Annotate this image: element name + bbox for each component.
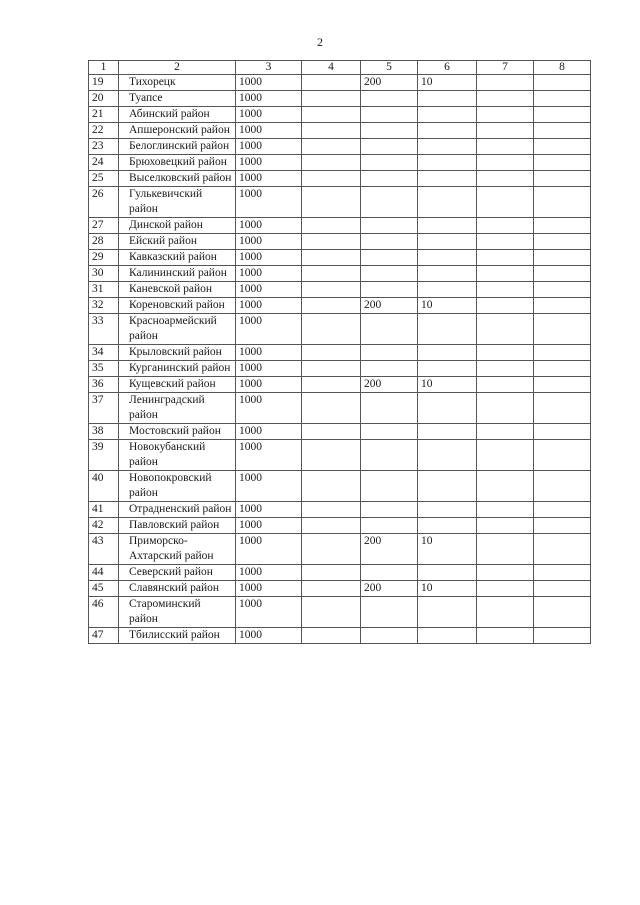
col7-value (477, 218, 534, 234)
row-number: 21 (89, 107, 119, 123)
district-name: Курганинский район (119, 361, 236, 377)
row-number: 44 (89, 565, 119, 581)
col7-value (477, 314, 534, 345)
col3-value: 1000 (236, 171, 302, 187)
col7-value (477, 139, 534, 155)
table-row (89, 75, 591, 91)
col6-value (418, 597, 477, 628)
district-name: Калининский район (119, 266, 236, 282)
col5-value (361, 502, 418, 518)
row-number: 25 (89, 171, 119, 187)
col7-value (477, 234, 534, 250)
column-header: 1 (89, 61, 119, 75)
district-name: Тбилисский район (119, 628, 236, 644)
col8-value (534, 377, 591, 393)
col8-value (534, 345, 591, 361)
col8-value (534, 75, 591, 91)
district-name: Апшеронский район (119, 123, 236, 139)
col3-value: 1000 (236, 518, 302, 534)
row-number: 42 (89, 518, 119, 534)
district-table (88, 60, 591, 644)
column-header: 5 (361, 61, 418, 75)
col6-value (418, 345, 477, 361)
col6-value (418, 91, 477, 107)
col3-value: 1000 (236, 377, 302, 393)
district-name: Кавказский район (119, 250, 236, 266)
col3-value: 1000 (236, 266, 302, 282)
col6-value (418, 107, 477, 123)
col8-value (534, 298, 591, 314)
col6-value (418, 266, 477, 282)
col7-value (477, 107, 534, 123)
col3-value: 1000 (236, 424, 302, 440)
table-row (89, 171, 591, 187)
col4-value (302, 534, 361, 565)
col7-value (477, 171, 534, 187)
col4-value (302, 155, 361, 171)
col3-value: 1000 (236, 393, 302, 424)
col4-value (302, 91, 361, 107)
district-name: Славянский район (119, 581, 236, 597)
col5-value: 200 (361, 534, 418, 565)
row-number: 41 (89, 502, 119, 518)
col6-value: 10 (418, 377, 477, 393)
col7-value (477, 628, 534, 644)
district-name: Новокубанский район (119, 440, 236, 471)
row-number: 24 (89, 155, 119, 171)
col8-value (534, 628, 591, 644)
col6-value: 10 (418, 581, 477, 597)
col7-value (477, 424, 534, 440)
col3-value: 1000 (236, 628, 302, 644)
table-row (89, 424, 591, 440)
col5-value: 200 (361, 298, 418, 314)
col8-value (534, 471, 591, 502)
col3-value: 1000 (236, 75, 302, 91)
row-number: 37 (89, 393, 119, 424)
col6-value: 10 (418, 534, 477, 565)
row-number: 43 (89, 534, 119, 565)
col8-value (534, 187, 591, 218)
col7-value (477, 440, 534, 471)
col5-value: 200 (361, 581, 418, 597)
row-number: 32 (89, 298, 119, 314)
row-number: 27 (89, 218, 119, 234)
col4-value (302, 139, 361, 155)
row-number: 35 (89, 361, 119, 377)
col7-value (477, 377, 534, 393)
table-row (89, 502, 591, 518)
col4-value (302, 250, 361, 266)
col4-value (302, 440, 361, 471)
col4-value (302, 581, 361, 597)
table-row (89, 377, 591, 393)
row-number: 33 (89, 314, 119, 345)
col5-value (361, 282, 418, 298)
col4-value (302, 565, 361, 581)
col7-value (477, 155, 534, 171)
col3-value: 1000 (236, 597, 302, 628)
col3-value: 1000 (236, 187, 302, 218)
col8-value (534, 361, 591, 377)
table-row (89, 218, 591, 234)
table-row (89, 393, 591, 424)
col6-value (418, 139, 477, 155)
col7-value (477, 187, 534, 218)
col7-value (477, 123, 534, 139)
col8-value (534, 234, 591, 250)
col7-value (477, 282, 534, 298)
col5-value (361, 107, 418, 123)
table-row (89, 361, 591, 377)
col7-value (477, 345, 534, 361)
col8-value (534, 314, 591, 345)
col3-value: 1000 (236, 218, 302, 234)
row-number: 22 (89, 123, 119, 139)
col6-value: 10 (418, 75, 477, 91)
col4-value (302, 266, 361, 282)
col3-value: 1000 (236, 107, 302, 123)
col6-value (418, 187, 477, 218)
district-name: Каневской район (119, 282, 236, 298)
col5-value (361, 393, 418, 424)
col7-value (477, 534, 534, 565)
row-number: 23 (89, 139, 119, 155)
col4-value (302, 234, 361, 250)
col5-value (361, 471, 418, 502)
col8-value (534, 424, 591, 440)
row-number: 38 (89, 424, 119, 440)
col6-value (418, 565, 477, 581)
district-name: Отрадненский район (119, 502, 236, 518)
district-name: Выселковский район (119, 171, 236, 187)
col4-value (302, 314, 361, 345)
col3-value: 1000 (236, 345, 302, 361)
col4-value (302, 628, 361, 644)
table-row (89, 155, 591, 171)
district-name: Крыловский район (119, 345, 236, 361)
col8-value (534, 123, 591, 139)
col5-value (361, 597, 418, 628)
col5-value (361, 518, 418, 534)
row-number: 45 (89, 581, 119, 597)
col4-value (302, 282, 361, 298)
column-header: 6 (418, 61, 477, 75)
col6-value: 10 (418, 298, 477, 314)
table-row (89, 534, 591, 565)
row-number: 19 (89, 75, 119, 91)
col5-value (361, 628, 418, 644)
row-number: 30 (89, 266, 119, 282)
table-row (89, 314, 591, 345)
col3-value: 1000 (236, 471, 302, 502)
col5-value (361, 361, 418, 377)
table-row (89, 298, 591, 314)
col7-value (477, 298, 534, 314)
col6-value (418, 440, 477, 471)
column-header: 7 (477, 61, 534, 75)
col3-value: 1000 (236, 234, 302, 250)
col8-value (534, 155, 591, 171)
col3-value: 1000 (236, 155, 302, 171)
table-row (89, 123, 591, 139)
row-number: 40 (89, 471, 119, 502)
row-number: 36 (89, 377, 119, 393)
col4-value (302, 471, 361, 502)
district-name: Брюховецкий район (119, 155, 236, 171)
district-name: Северский район (119, 565, 236, 581)
column-header: 4 (302, 61, 361, 75)
col3-value: 1000 (236, 502, 302, 518)
col4-value (302, 218, 361, 234)
col6-value (418, 250, 477, 266)
district-name: Тихорецк (119, 75, 236, 91)
col5-value (361, 345, 418, 361)
col5-value (361, 314, 418, 345)
col6-value (418, 628, 477, 644)
col8-value (534, 171, 591, 187)
district-name: Кореновский район (119, 298, 236, 314)
table-row (89, 628, 591, 644)
district-name: Туапсе (119, 91, 236, 107)
col8-value (534, 107, 591, 123)
district-name: Староминский район (119, 597, 236, 628)
table-row (89, 581, 591, 597)
table-row (89, 187, 591, 218)
col6-value (418, 123, 477, 139)
col4-value (302, 345, 361, 361)
col7-value (477, 597, 534, 628)
row-number: 34 (89, 345, 119, 361)
col8-value (534, 565, 591, 581)
col4-value (302, 502, 361, 518)
col7-value (477, 91, 534, 107)
col8-value (534, 440, 591, 471)
col4-value (302, 424, 361, 440)
col6-value (418, 424, 477, 440)
col5-value (361, 218, 418, 234)
col5-value (361, 424, 418, 440)
col6-value (418, 155, 477, 171)
row-number: 26 (89, 187, 119, 218)
col8-value (534, 502, 591, 518)
col6-value (418, 218, 477, 234)
col5-value (361, 266, 418, 282)
col6-value (418, 518, 477, 534)
row-number: 28 (89, 234, 119, 250)
table-row (89, 471, 591, 502)
table-row (89, 107, 591, 123)
col4-value (302, 518, 361, 534)
col7-value (477, 393, 534, 424)
col3-value: 1000 (236, 581, 302, 597)
col3-value: 1000 (236, 534, 302, 565)
col3-value: 1000 (236, 139, 302, 155)
col5-value (361, 91, 418, 107)
table-row (89, 234, 591, 250)
table-row (89, 91, 591, 107)
col4-value (302, 187, 361, 218)
col5-value: 200 (361, 75, 418, 91)
col8-value (534, 250, 591, 266)
col3-value: 1000 (236, 91, 302, 107)
col4-value (302, 377, 361, 393)
col8-value (534, 518, 591, 534)
col4-value (302, 107, 361, 123)
table-row (89, 518, 591, 534)
col5-value (361, 171, 418, 187)
table-row (89, 266, 591, 282)
district-name: Мостовский район (119, 424, 236, 440)
col8-value (534, 91, 591, 107)
col8-value (534, 393, 591, 424)
col6-value (418, 234, 477, 250)
col4-value (302, 123, 361, 139)
col7-value (477, 361, 534, 377)
col5-value (361, 234, 418, 250)
col5-value (361, 187, 418, 218)
col5-value (361, 565, 418, 581)
district-name: Гулькевичский район (119, 187, 236, 218)
column-header: 3 (236, 61, 302, 75)
district-name: Абинский район (119, 107, 236, 123)
col4-value (302, 75, 361, 91)
district-name: Павловский район (119, 518, 236, 534)
row-number: 47 (89, 628, 119, 644)
col5-value: 200 (361, 377, 418, 393)
col6-value (418, 361, 477, 377)
table-row (89, 597, 591, 628)
col4-value (302, 171, 361, 187)
col7-value (477, 565, 534, 581)
row-number: 31 (89, 282, 119, 298)
col6-value (418, 502, 477, 518)
col8-value (534, 534, 591, 565)
col6-value (418, 282, 477, 298)
district-name: Ленинградский район (119, 393, 236, 424)
row-number: 39 (89, 440, 119, 471)
col3-value: 1000 (236, 282, 302, 298)
col4-value (302, 597, 361, 628)
col4-value (302, 298, 361, 314)
column-header-row (89, 61, 591, 75)
table-row (89, 139, 591, 155)
col3-value: 1000 (236, 314, 302, 345)
col7-value (477, 75, 534, 91)
district-name: Ейский район (119, 234, 236, 250)
row-number: 20 (89, 91, 119, 107)
col7-value (477, 250, 534, 266)
table-row (89, 345, 591, 361)
col5-value (361, 440, 418, 471)
col3-value: 1000 (236, 361, 302, 377)
col3-value: 1000 (236, 440, 302, 471)
col7-value (477, 518, 534, 534)
district-name: Приморско-Ахтарский район (119, 534, 236, 565)
column-header: 2 (119, 61, 236, 75)
col8-value (534, 282, 591, 298)
district-name: Новопокровский район (119, 471, 236, 502)
col6-value (418, 314, 477, 345)
col4-value (302, 361, 361, 377)
row-number: 29 (89, 250, 119, 266)
col8-value (534, 266, 591, 282)
col7-value (477, 471, 534, 502)
col7-value (477, 502, 534, 518)
col5-value (361, 250, 418, 266)
col3-value: 1000 (236, 250, 302, 266)
district-name: Белоглинский район (119, 139, 236, 155)
col8-value (534, 597, 591, 628)
col5-value (361, 123, 418, 139)
table-row (89, 282, 591, 298)
col8-value (534, 218, 591, 234)
col7-value (477, 266, 534, 282)
column-header: 8 (534, 61, 591, 75)
col4-value (302, 393, 361, 424)
col8-value (534, 581, 591, 597)
col5-value (361, 155, 418, 171)
col3-value: 1000 (236, 298, 302, 314)
table-row (89, 565, 591, 581)
table-row (89, 440, 591, 471)
col3-value: 1000 (236, 123, 302, 139)
district-name: Кущевский район (119, 377, 236, 393)
district-name: Красноармейский район (119, 314, 236, 345)
col7-value (477, 581, 534, 597)
col6-value (418, 171, 477, 187)
row-number: 46 (89, 597, 119, 628)
table-row (89, 250, 591, 266)
district-name: Динской район (119, 218, 236, 234)
col6-value (418, 471, 477, 502)
page-number: 2 (317, 35, 323, 49)
col3-value: 1000 (236, 565, 302, 581)
col5-value (361, 139, 418, 155)
col8-value (534, 139, 591, 155)
col6-value (418, 393, 477, 424)
